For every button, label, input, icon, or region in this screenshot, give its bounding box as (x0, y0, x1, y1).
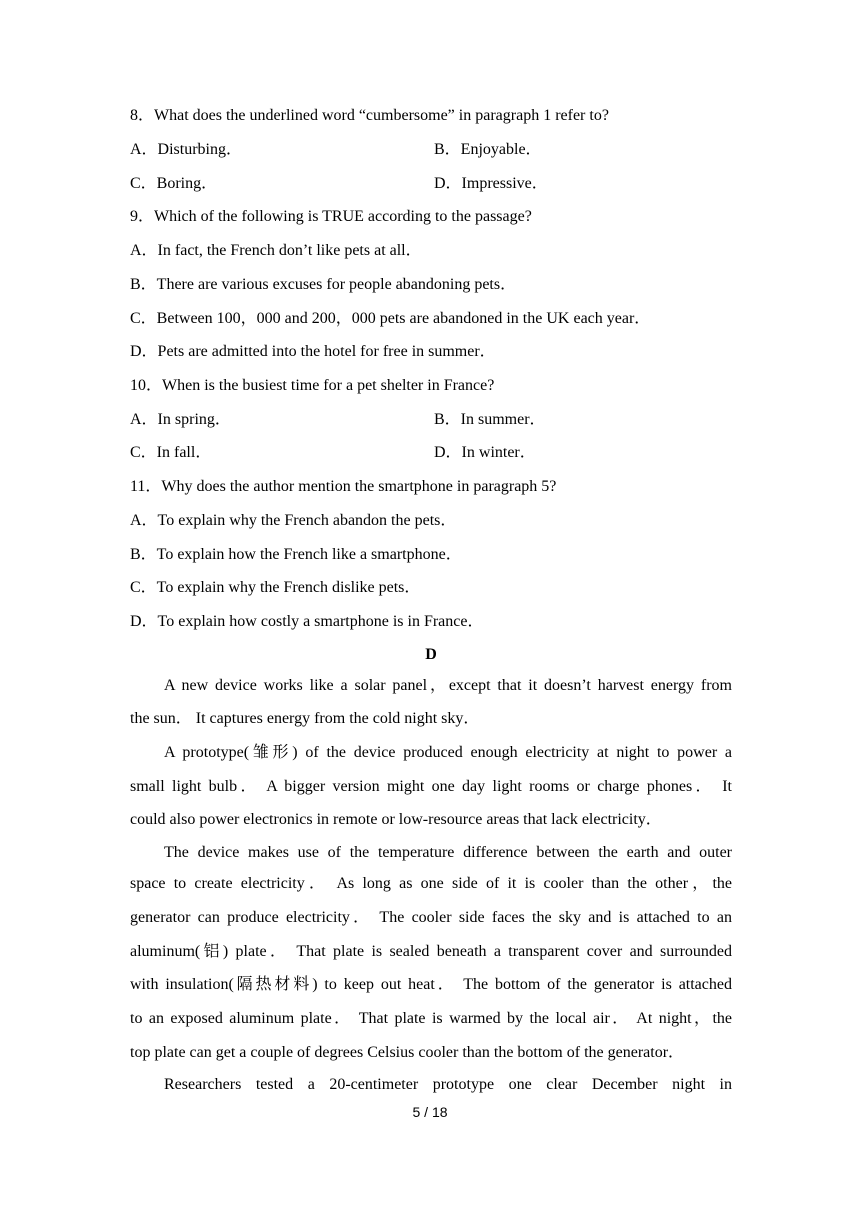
question-11-option-a: A．To explain why the French abandon the pets． (130, 512, 457, 529)
question-9-option-d: D．Pets are admitted into the hotel for free in summer． (130, 343, 496, 360)
passage-line: Researchers tested a 20-centimeter prototype one clear December night in (164, 1076, 732, 1093)
question-9-option-b: B．There are various excuses for people abandoning pets． (130, 276, 517, 293)
question-11-option-b: B．To explain how the French like a smartphone． (130, 546, 462, 563)
passage-line: The device makes use of the temperature difference between the earth and outer (164, 844, 732, 861)
question-10-stem: 10．When is the busiest time for a pet shelter in France? (130, 377, 495, 394)
passage-line: to an exposed aluminum plate． That plate is warmed by the local air． At night，the (130, 1010, 732, 1027)
question-8-stem: 8．What does the underlined word “cumbersome” in paragraph 1 refer to? (130, 107, 609, 124)
passage-line: space to create electricity． As long as one side of it is cooler than the other，the (130, 875, 732, 892)
question-8-option-c: C．Boring． (130, 175, 218, 192)
passage-line: aluminum(铝) plate． That plate is sealed beneath a transparent cover and surrounded (130, 943, 733, 960)
question-9-stem: 9．Which of the following is TRUE according to the passage? (130, 208, 532, 225)
question-10-option-c: C．In fall． (130, 444, 212, 461)
passage-line: with insulation(隔热材料) to keep out heat． The bottom of the generator is attached (130, 976, 732, 993)
question-8-option-b: B．Enjoyable． (434, 141, 542, 158)
question-9-option-c: C．Between 100，000 and 200，000 pets are abandoned in the UK each year． (130, 310, 651, 327)
question-10-option-b: B．In summer． (434, 411, 546, 428)
passage-line: small light bulb． A bigger version might one day light rooms or charge phones． It (130, 778, 733, 795)
passage-line: top plate can get a couple of degrees Celsius cooler than the bottom of the generator． (130, 1044, 685, 1061)
section-heading: D (425, 646, 437, 663)
question-11-option-c: C．To explain why the French dislike pets． (130, 579, 421, 596)
question-8-option-a: A．Disturbing． (130, 141, 243, 158)
passage-line: generator can produce electricity． The cooler side faces the sky and is attached to an (130, 909, 732, 926)
question-9-option-a: A．In fact, the French don’t like pets at all． (130, 242, 422, 259)
passage-line: the sun． It captures energy from the cold night sky． (130, 710, 480, 727)
question-11-stem: 11．Why does the author mention the smartphone in paragraph 5? (130, 478, 557, 495)
question-10-option-a: A．In spring． (130, 411, 231, 428)
page-number: 5 / 18 (412, 1104, 448, 1120)
question-10-option-d: D．In winter． (434, 444, 536, 461)
question-11-option-d: D．To explain how costly a smartphone is in France． (130, 613, 484, 630)
passage-line: could also power electronics in remote or low-resource areas that lack electricity． (130, 811, 662, 828)
passage-line: A prototype(雏形) of the device produced enough electricity at night to power a (164, 744, 732, 761)
question-8-option-d: D．Impressive． (434, 175, 548, 192)
passage-line: A new device works like a solar panel，except that it doesn’t harvest energy from (164, 677, 732, 694)
